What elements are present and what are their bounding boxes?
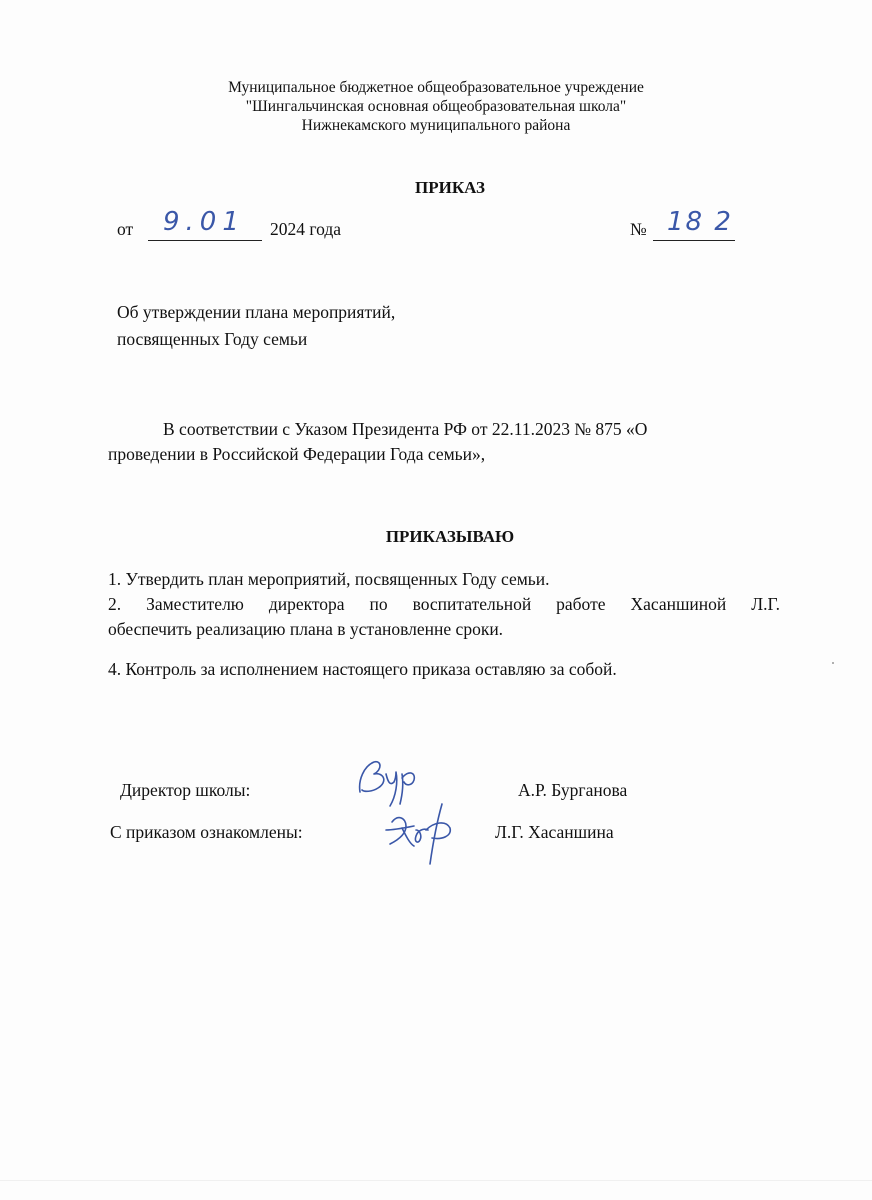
director-name: А.Р. Бурганова [518,780,628,800]
preamble-line-1: В соответствии с Указом Президента РФ от 22.11.2023 № 875 «О [163,419,648,439]
item-4: 4. Контроль за исполнением настоящего приказа оставляю за собой. [108,659,617,679]
director-label: Директор школы: [120,780,251,800]
acquainted-name: Л.Г. Хасаншина [495,822,614,842]
scan-speck [832,662,834,664]
org-name-line-3: Нижнекамского муниципального района [301,117,571,134]
acquainted-signature [380,800,470,868]
date-underline [148,240,262,241]
number-label: № [630,219,647,239]
number-handwritten: 18 2 [667,207,733,237]
date-from-label: от [117,219,134,239]
year-text: 2024 года [270,219,342,239]
subject-line-2: посвященных Году семьи [117,329,308,349]
org-name-line-1: Муниципальное бюджетное общеобразовательное учреждение [228,79,644,96]
date-handwritten: 9.01 [163,207,245,237]
acquainted-label: С приказом ознакомлены: [110,822,303,842]
scan-edge [0,1180,872,1181]
subject-line-1: Об утверждении плана мероприятий, [117,302,396,322]
item-2-line-1: 2. Заместителю директора по воспитательной работе Хасаншиной Л.Г. [108,594,780,614]
item-1: 1. Утвердить план мероприятий, посвященных Году семьи. [108,569,550,589]
directive-heading: ПРИКАЗЫВАЮ [385,527,515,546]
preamble-line-2: проведении в Российской Федерации Года семьи», [108,444,486,464]
order-title: ПРИКАЗ [415,178,485,197]
number-underline [653,240,735,241]
item-2-line-2: обеспечить реализацию плана в установленне сроки. [108,619,504,639]
org-name-line-2: "Шингальчинская основная общеобразовательная школа" [245,98,627,115]
